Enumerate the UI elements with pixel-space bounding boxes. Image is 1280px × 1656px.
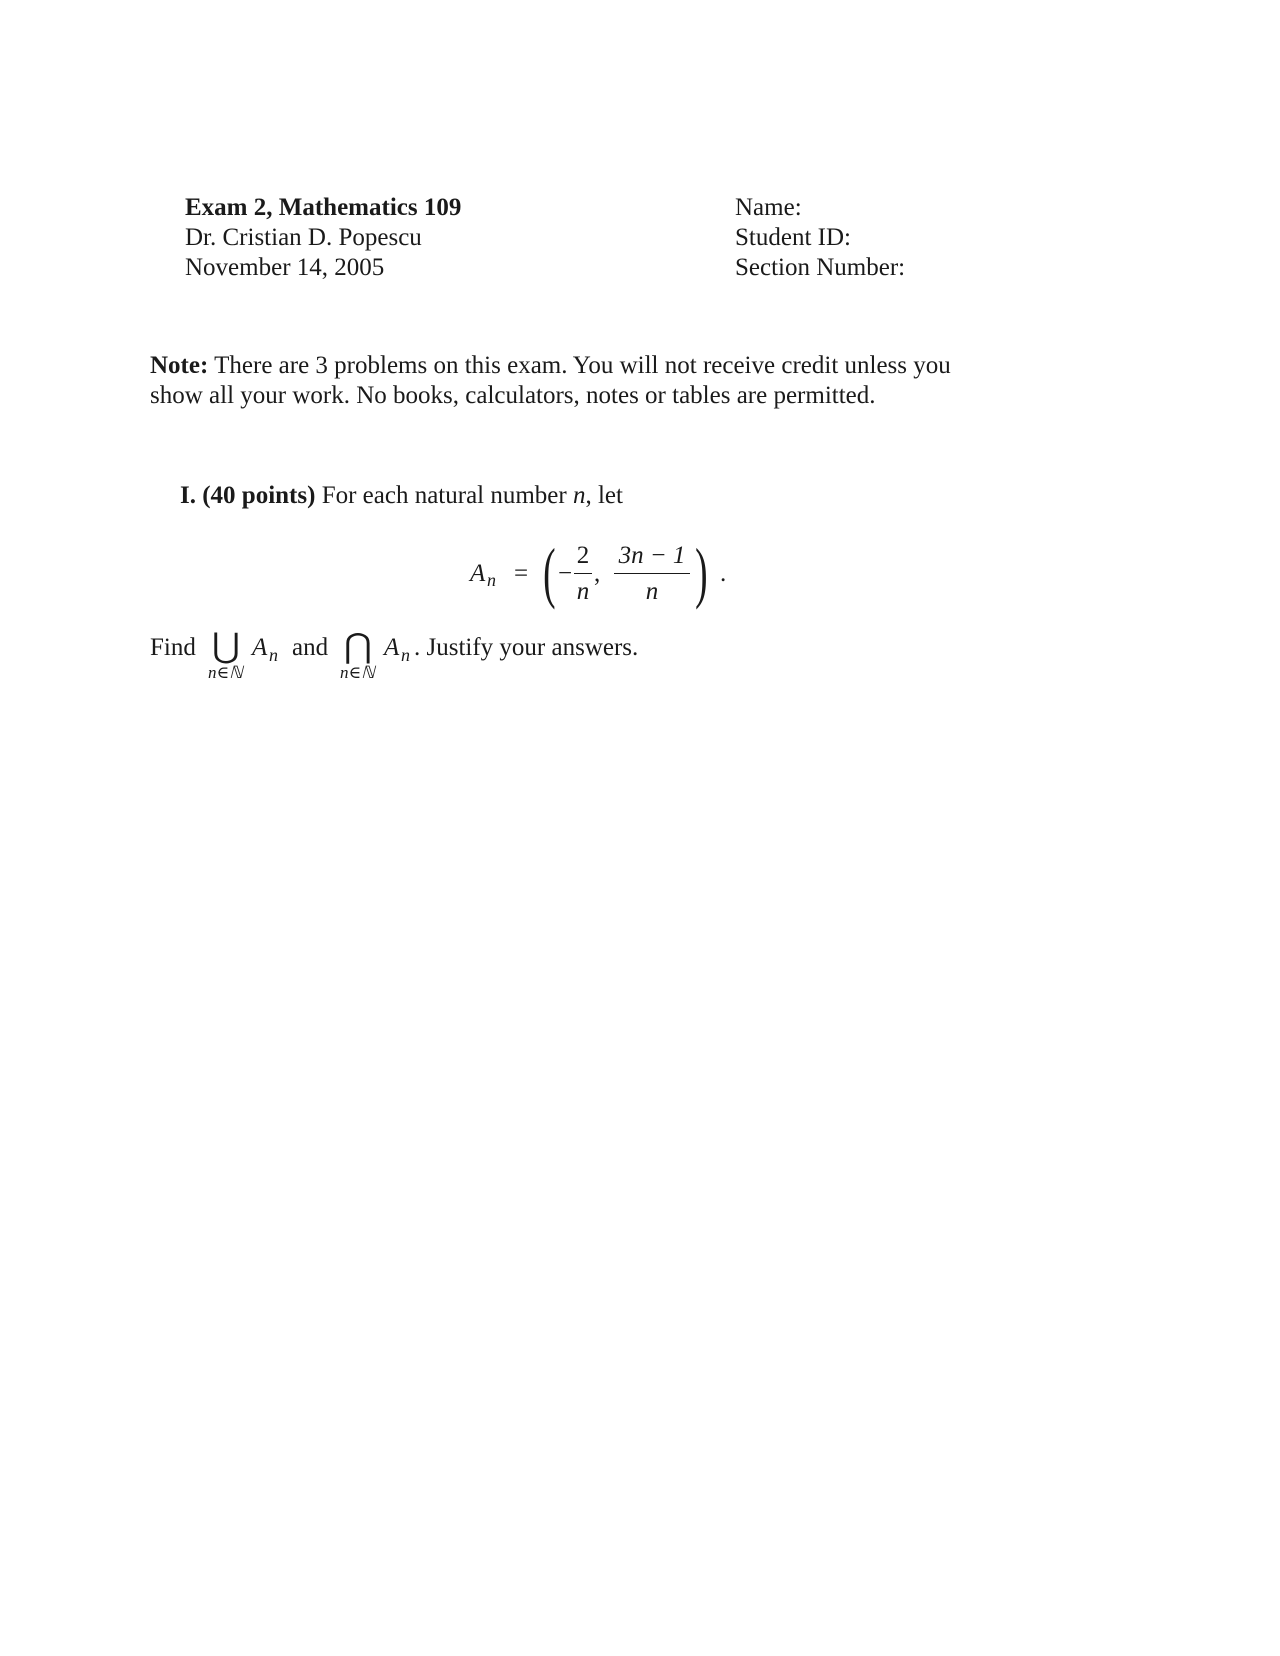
eq-frac1-denominator: n bbox=[576, 578, 590, 605]
eq-frac2-numerator: 3n − 1 bbox=[618, 542, 686, 569]
student-id-field-label: Student ID: bbox=[735, 224, 851, 251]
eq-fraction-2 bbox=[614, 542, 690, 606]
student-info-fields bbox=[735, 193, 905, 283]
eq-open-paren: ( bbox=[543, 534, 556, 610]
eq-lhs-symbol: A bbox=[470, 560, 486, 587]
note-text-1: There are 3 problems on this exam. You will not receive credit unless you bbox=[214, 352, 951, 379]
section-number-field-label: Section Number: bbox=[735, 254, 906, 281]
eq-frac2-denominator: n bbox=[645, 578, 659, 605]
task-find-word: Find bbox=[150, 634, 196, 661]
instructor-name: Dr. Cristian D. Popescu bbox=[185, 224, 422, 251]
intersection-set-subscript: n bbox=[401, 645, 410, 665]
task-justify-text: . Justify your answers. bbox=[414, 634, 639, 661]
intersection-index: n∈ℕ bbox=[340, 663, 375, 682]
union-set-symbol: A bbox=[252, 634, 268, 661]
eq-comma: , bbox=[594, 560, 601, 587]
eq-close-paren: ) bbox=[695, 534, 708, 610]
intersection-symbol: ⋂ bbox=[344, 628, 372, 665]
exam-note bbox=[150, 351, 1150, 411]
union-symbol: ⋃ bbox=[212, 628, 240, 665]
note-line-2: show all your work. No books, calculators, notes or tables are permitted. bbox=[150, 382, 876, 409]
exam-header bbox=[185, 193, 461, 283]
eq-frac1-numerator: 2 bbox=[576, 542, 590, 569]
eq-minus: − bbox=[558, 560, 573, 587]
name-field-label: Name: bbox=[735, 194, 802, 221]
eq-frac2-bar bbox=[614, 573, 690, 574]
eq-period: . bbox=[720, 560, 727, 587]
problem-1-heading: I. (40 points) bbox=[180, 482, 316, 509]
task-and-word: and bbox=[292, 634, 329, 661]
eq-equals: = bbox=[514, 560, 529, 587]
set-definition-equation bbox=[470, 534, 760, 626]
problem-1-variable: n bbox=[572, 482, 586, 509]
eq-frac1-bar bbox=[574, 573, 592, 574]
note-line-1 bbox=[150, 351, 1150, 381]
note-label: Note: bbox=[150, 352, 209, 379]
union-set-subscript: n bbox=[269, 645, 278, 665]
intersection-set-symbol: A bbox=[384, 634, 400, 661]
exam-date: November 14, 2005 bbox=[185, 254, 385, 281]
union-index: n∈ℕ bbox=[208, 663, 243, 682]
exam-title: Exam 2, Mathematics 109 bbox=[185, 194, 462, 221]
eq-lhs-subscript: n bbox=[487, 570, 496, 590]
problem-1-statement bbox=[180, 481, 623, 511]
problem-1-intro-suffix: , let bbox=[585, 482, 623, 509]
problem-1-intro-prefix: For each natural number bbox=[321, 482, 573, 509]
eq-fraction-1 bbox=[574, 542, 592, 606]
problem-1-task bbox=[150, 628, 850, 693]
